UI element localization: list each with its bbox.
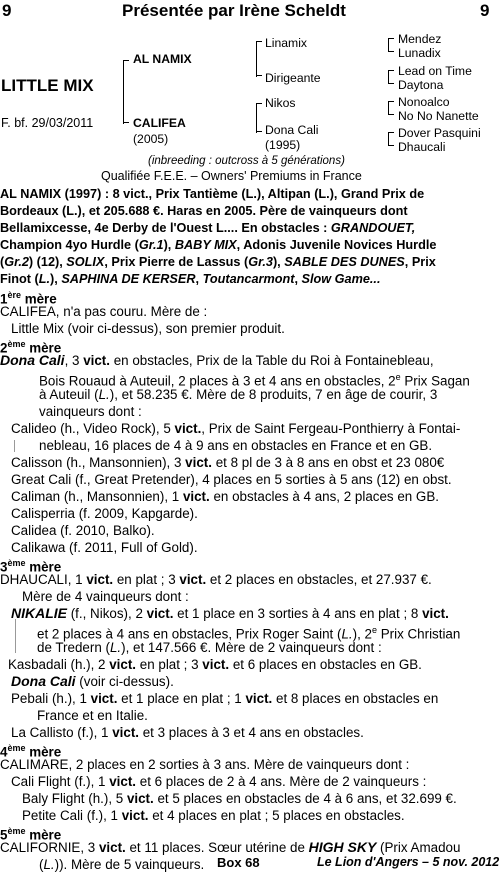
pedigree-g4-4: Nonoalco xyxy=(398,95,450,109)
progeny-calideo-cont: nebleau, 16 places de 4 à 9 ans en obstacles en France et en GB. xyxy=(39,438,433,453)
pedigree-details xyxy=(0,186,498,873)
pedigree-g4-5: No No Nanette xyxy=(398,109,479,123)
mere-2-line-1: Dona Cali, 3 vict. en obstacles, Prix de la Table du Roi à Fontainebleau, xyxy=(0,352,434,368)
pedigree-bracket-dam xyxy=(256,103,257,133)
progeny-caliman: Caliman (h., Mansonnien), 1 vict. en obstacles à 4 ans, 2 places en GB. xyxy=(11,489,440,504)
pedigree-dam: CALIFEA xyxy=(133,116,186,130)
progeny-bar xyxy=(14,440,15,452)
footer-event: Le Lion d'Angers – 5 nov. 2012 xyxy=(317,855,500,869)
sire-line-3: Bellamixcesse, 4e Derby de l'Ouest L.... En obstacles : GRANDOUET, xyxy=(0,221,416,235)
mere-5-line-1: CALIFORNIE, 3 vict. et 11 places. Sœur utérine de HIGH SKY (Prix Amadou xyxy=(0,839,461,855)
mere-2-line-4: vainqueurs dont : xyxy=(39,404,142,419)
horse-info: F. bf. 29/03/2011 xyxy=(1,116,94,130)
progeny-calidea: Calidea (f. 2010, Balko). xyxy=(11,523,155,538)
heading-mere-3: 3ème mère xyxy=(0,558,62,575)
sire-line-4: Champion 4yo Hurdle (Gr.1), BABY MIX, Adonis Juvenile Novices Hurdle xyxy=(0,238,437,252)
heading-mere-1: 1ère mère xyxy=(0,290,57,307)
qualification-note: Qualifiée F.E.E. – Owners' Premiums in France xyxy=(101,169,362,183)
progeny-calideo: Calideo (h., Video Rock), 5 vict., Prix de Saint Fergeau-Ponthierry à Fontai- xyxy=(11,421,461,436)
sire-line-6: Finot (L.), SAPHINA DE KERSER, Toutancarmont, Slow Game... xyxy=(0,272,381,286)
progeny-baly-flight: Baly Flight (h.), 5 vict. et 5 places en obstacles de 4 à 6 ans, et 32.699 €. xyxy=(22,791,457,806)
progeny-nikalie: NIKALIE (f., Nikos), 2 vict. et 1 place en 3 sorties à 4 ans en plat ; 8 vict. xyxy=(11,605,449,621)
progeny-petite-cali: Petite Cali (f.), 1 vict. et 4 places en plat ; 5 places en obstacles. xyxy=(22,808,405,823)
horse-name: LITTLE MIX xyxy=(1,76,94,95)
progeny-kasbadali: Kasbadali (h.), 2 vict. en plat ; 3 vict. et 6 places en obstacles en GB. xyxy=(8,657,422,672)
progeny-pebali-cont: France et en Italie. xyxy=(37,708,148,723)
heading-mere-2: 2ème mère xyxy=(0,339,62,356)
pedigree-g4-2: Lead on Time xyxy=(398,64,472,78)
pedigree-g4-1: Lunadix xyxy=(398,46,441,60)
sire-line-5: (Gr.2) (12), SOLIX, Prix Pierre de Lassus (Gr.3), SABLE DES DUNES, Prix xyxy=(0,255,436,269)
progeny-nikalie-cont-1: et 2 places à 4 ans en obstacles, Prix Roger Saint (L.), 2e Prix Christian xyxy=(37,625,461,642)
calideo-block xyxy=(0,420,498,454)
inbreeding-note: (inbreeding : outcross à 5 générations) xyxy=(148,155,345,167)
mere-4-line-1: CALIMARE, 2 places en 2 sorties à 3 ans. Mère de vainqueurs dont : xyxy=(0,757,410,772)
page-number-right: 9 xyxy=(480,1,490,20)
progeny-nikalie-cont-2: de Tredern (L.), et 147.566 €. Mère de 2 vainqueurs dont : xyxy=(37,640,382,655)
pedigree-g4-7: Dhaucali xyxy=(398,140,446,154)
mere-1-line-2: Little Mix (voir ci-dessus), son premier produit. xyxy=(11,321,285,336)
pedigree-dam-dam-year: (1995) xyxy=(265,138,301,152)
sire-line-1: AL NAMIX (1997) : 8 vict., Prix Tantième (L.), Altipan (L.), Grand Prix de xyxy=(0,187,425,201)
pedigree-g4-3: Daytona xyxy=(398,78,444,92)
progeny-dona-cali: Dona Cali (voir ci-dessus). xyxy=(11,673,174,689)
progeny-bar-nikalie xyxy=(15,619,16,653)
progeny-pebali: Pebali (h.), 1 vict. et 1 place en plat ; 1 vict. et 8 places en obstacles en xyxy=(11,691,439,706)
pedigree-bracket-sire xyxy=(256,41,257,77)
pedigree-sire-sire: Linamix xyxy=(265,36,307,50)
sire-line-2: Bordeaux (L.), et 205.688 €. Haras en 2005. Père de vainqueurs dont xyxy=(0,204,408,218)
progeny-calisson: Calisson (h., Mansonnien), 3 vict. et 8 pl de 3 à 8 ans en obst et 23 080€ xyxy=(11,455,445,470)
mere-2-line-3: à Auteuil (L.), et 58.235 €. Mère de 8 produits, 7 en âge de courir, 3 xyxy=(39,387,438,402)
pedigree-dam-sire: Nikos xyxy=(265,96,296,110)
progeny-calikawa: Calikawa (f. 2011, Full of Gold). xyxy=(11,540,198,555)
mere-3-line-2: Mère de 4 vainqueurs dont : xyxy=(22,589,189,604)
heading-mere-5: 5ème mère xyxy=(0,826,62,843)
page-title: Présentée par Irène Scheldt xyxy=(122,1,346,20)
pedigree-bracket-g4-1 xyxy=(388,38,389,52)
pedigree-bracket-g4-4 xyxy=(388,132,389,146)
mere-2-line-2: Bois Rouaud à Auteuil, 2 places à 3 et 4 ans en obstacles, 2e Prix Sagan xyxy=(39,372,470,389)
mere-3-line-1: DHAUCALI, 1 vict. en plat ; 3 vict. et 2 places en obstacles, et 27.937 €. xyxy=(0,572,432,587)
pedigree-bracket-main xyxy=(123,60,124,124)
pedigree-sire-dam: Dirigeante xyxy=(265,71,321,85)
heading-mere-4: 4ème mère xyxy=(0,743,62,760)
page-number-left: 9 xyxy=(2,1,12,20)
pedigree-g4-0: Mendez xyxy=(398,32,442,46)
pedigree-bracket-g4-2 xyxy=(388,70,389,84)
pedigree-dam-dam: Dona Cali xyxy=(265,123,319,137)
mere-1-line-1: CALIFEA, n'a pas couru. Mère de : xyxy=(0,304,208,319)
sire-paragraph xyxy=(0,186,498,288)
progeny-cali-flight: Cali Flight (f.), 1 vict. et 6 places de 2 à 4 ans. Mère de 2 vainqueurs : xyxy=(11,774,427,789)
pedigree-sire: AL NAMIX xyxy=(133,52,192,66)
dona-cali-name: Dona Cali xyxy=(0,352,65,368)
pedigree-dam-year: (2005) xyxy=(133,132,169,146)
progeny-calisperria: Calisperria (f. 2009, Kapgarde). xyxy=(11,506,198,521)
progeny-la-callisto: La Callisto (f.), 1 vict. et 3 places à 3 et 4 ans en obstacles. xyxy=(11,725,364,740)
progeny-great-cali: Great Cali (f., Great Pretender), 4 places en 5 sorties à 5 ans (12) en obst. xyxy=(11,472,452,487)
pedigree-g4-6: Dover Pasquini xyxy=(398,126,481,140)
nikalie-block xyxy=(0,605,498,656)
mere-5-line-2: (L.)). Mère de 5 vainqueurs. xyxy=(39,857,205,872)
pedigree-bracket-g4-3 xyxy=(388,101,389,115)
footer-box: Box 68 xyxy=(217,855,260,870)
